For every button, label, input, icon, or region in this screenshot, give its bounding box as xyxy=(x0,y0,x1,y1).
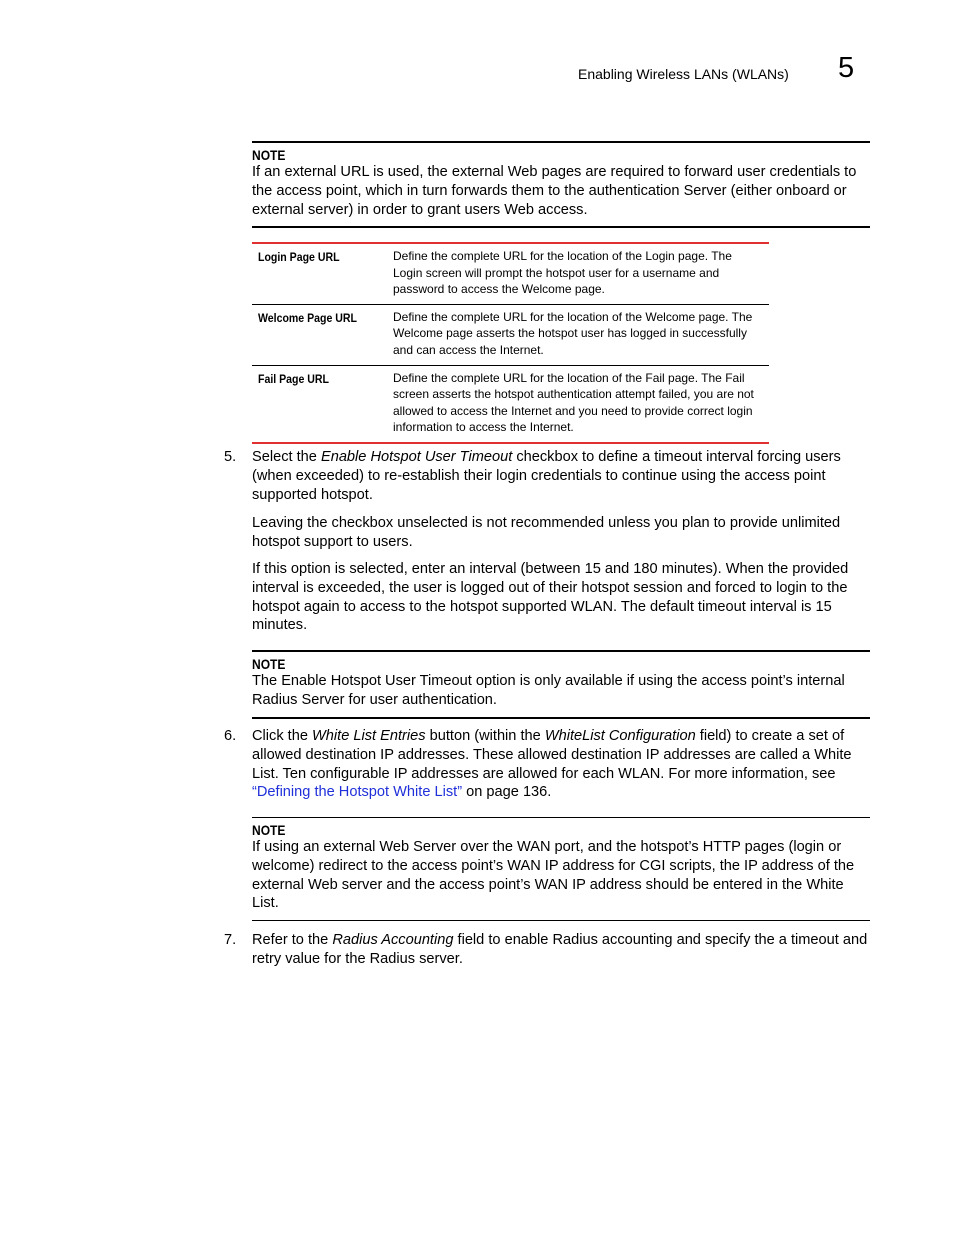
white-list-link[interactable]: “Defining the Hotspot White List” xyxy=(252,784,463,801)
step-number: 6. xyxy=(224,728,237,744)
field-name-cell: Fail Page URL xyxy=(252,365,386,443)
note-text: If using an external Web Server over the WAN port, and the hotspot’s HTTP pages (login or welcome) redirect to the access point’s WAN IP address for CGI scripts, the IP address of the external Web server and the access point’s WAN IP address should be entered in the White List. xyxy=(252,839,855,912)
table-row xyxy=(252,243,769,304)
note-label: NOTE xyxy=(252,656,286,672)
field-name-cell: Welcome Page URL xyxy=(252,304,386,365)
step-5-paragraph-interval: If this option is selected, enter an interval (between 15 and 180 minutes). When the provided interval is exceeded, the user is logged out of their hotspot session and forced to login to the hotspot again to access to the hotspot supported WLAN. The default timeout interval is 15 minutes. xyxy=(252,561,849,634)
running-header-title: Enabling Wireless LANs (WLANs) xyxy=(578,66,789,82)
note-label: NOTE xyxy=(252,147,286,163)
chapter-number: 5 xyxy=(838,52,855,84)
step-number: 5. xyxy=(224,449,237,465)
step-7-paragraph: Refer to the Radius Accounting field to enable Radius accounting and specify the a timeout and retry value for the Radius server. xyxy=(252,932,868,967)
field-description-cell: Define the complete URL for the location of the Welcome page. The Welcome page asserts the hotspot user has logged in successfully and can access the Internet. xyxy=(386,304,769,365)
note-box-wan-port xyxy=(252,817,870,921)
step-5-paragraph: Select the Enable Hotspot User Timeout checkbox to define a timeout interval forcing users (when exceeded) to re-establish their login credentials to continue using the access point supported hotspot. xyxy=(252,449,841,503)
note-text: If an external URL is used, the external Web pages are required to forward user credentials to the access point, which in turn forwards them to the authentication Server (either onboard or external server) in order to grant users Web access. xyxy=(252,164,857,218)
table-row xyxy=(252,304,769,365)
url-parameter-table xyxy=(252,242,769,444)
note-label: NOTE xyxy=(252,822,286,838)
step-5-paragraph-unselected: Leaving the checkbox unselected is not recommended unless you plan to provide unlimited hotspot support to users. xyxy=(252,515,841,550)
field-description-cell: Define the complete URL for the location of the Login page. The Login screen will prompt the hotspot user for a username and password to access the Welcome page. xyxy=(393,249,732,297)
table-row xyxy=(252,365,769,443)
note-text: The Enable Hotspot User Timeout option is only available if using the access point’s internal Radius Server for user authentication. xyxy=(252,673,845,708)
step-6-paragraph: Click the White List Entries button (within the WhiteList Configuration field) to create a set of allowed destination IP addresses. These allowed destination IP addresses are called a White List. Ten configurable IP addresses are allowed for each WLAN. For more information, see “Defining the Hotspot White List” on page 136. xyxy=(252,728,852,801)
step-number: 7. xyxy=(224,932,237,948)
field-name-cell: Login Page URL xyxy=(258,250,340,264)
field-description-cell: Define the complete URL for the location of the Fail page. The Fail screen asserts the hotspot authentication attempt failed, you are not allowed to access the Internet and you need to provide correct login information to access the Internet. xyxy=(386,365,769,443)
note-box-external-url xyxy=(252,141,870,228)
note-box-timeout xyxy=(252,650,870,719)
